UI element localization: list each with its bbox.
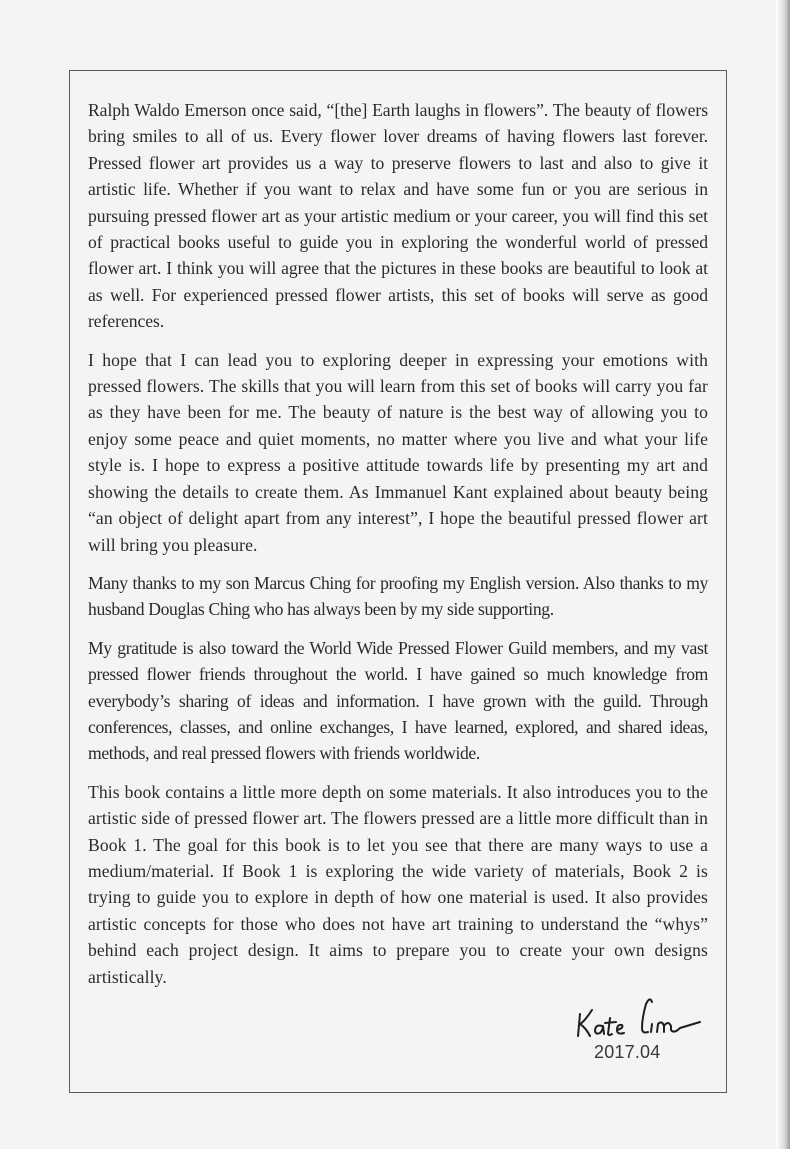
paragraph-book-overview: This book contains a little more depth on some materials. It also introduces you to the artistic side of pressed flower art. The flowers pressed are a little more difficult than in Book 1. The goal for this book is to let you see that there are many ways to use a medium/material. If Book 1 is exploring the wide variety of materials, Book 2 is trying to guide you to explore in depth of how one material is used. It also provides artistic concepts for those who does not have art training to understand the “whys” behind each project design. It aims to prepare you to create your own designs artistically.	[88, 781, 708, 987]
paragraph-thanks-family: Many thanks to my son Marcus Ching for proofing my English version. Also thanks to my husband Douglas Ching who has always been by my side supporting.	[88, 572, 708, 620]
author-signature	[572, 992, 712, 1042]
paragraph-emerson-quote: Ralph Waldo Emerson once said, “[the] Earth laughs in flowers”. The beauty of flowers bring smiles to all of us. Every flower lover dreams of having flowers last forever. Pressed flower art provides us a way to preserve flowers to last and also to give it artistic life. Whether if you want to relax and have some fun or you are serious in pursuing pressed flower art as your artistic medium or your career, you will find this set of practical books useful to guide you in exploring the wonderful world of pressed flower art. I think you will agree that the pictures in these books are beautiful to look at as well. For experienced pressed flower artists, this set of books will serve as good references.	[88, 100, 708, 332]
paragraph-emotions: I hope that I can lead you to exploring deeper in expressing your emotions with pressed flowers. The skills that you will learn from this set of books will carry you far as they have been for me. The beauty of nature is the best way of allowing you to enjoy some peace and quiet moments, no matter where you live and what your life style is. I hope to express a positive attitude towards life by presenting my art and showing the details to create them. As Immanuel Kant explained about beauty being “an object of delight apart from any interest”, I hope the beautiful pressed flower art will bring you pleasure.	[88, 349, 708, 555]
signature-date: 2017.04	[594, 1042, 661, 1062]
page-edge	[776, 0, 790, 1149]
preface-text	[88, 97, 708, 1002]
paragraph-gratitude-guild: My gratitude is also toward the World Wide Pressed Flower Guild members, and my vast pressed flower friends throughout the world. I have gained so much knowledge from everybody’s sharing of ideas and information. I have grown with the guild. Through conferences, classes, and online exchanges, I have learned, explored, and shared ideas, methods, and real pressed flowers with friends worldwide.	[88, 637, 708, 764]
